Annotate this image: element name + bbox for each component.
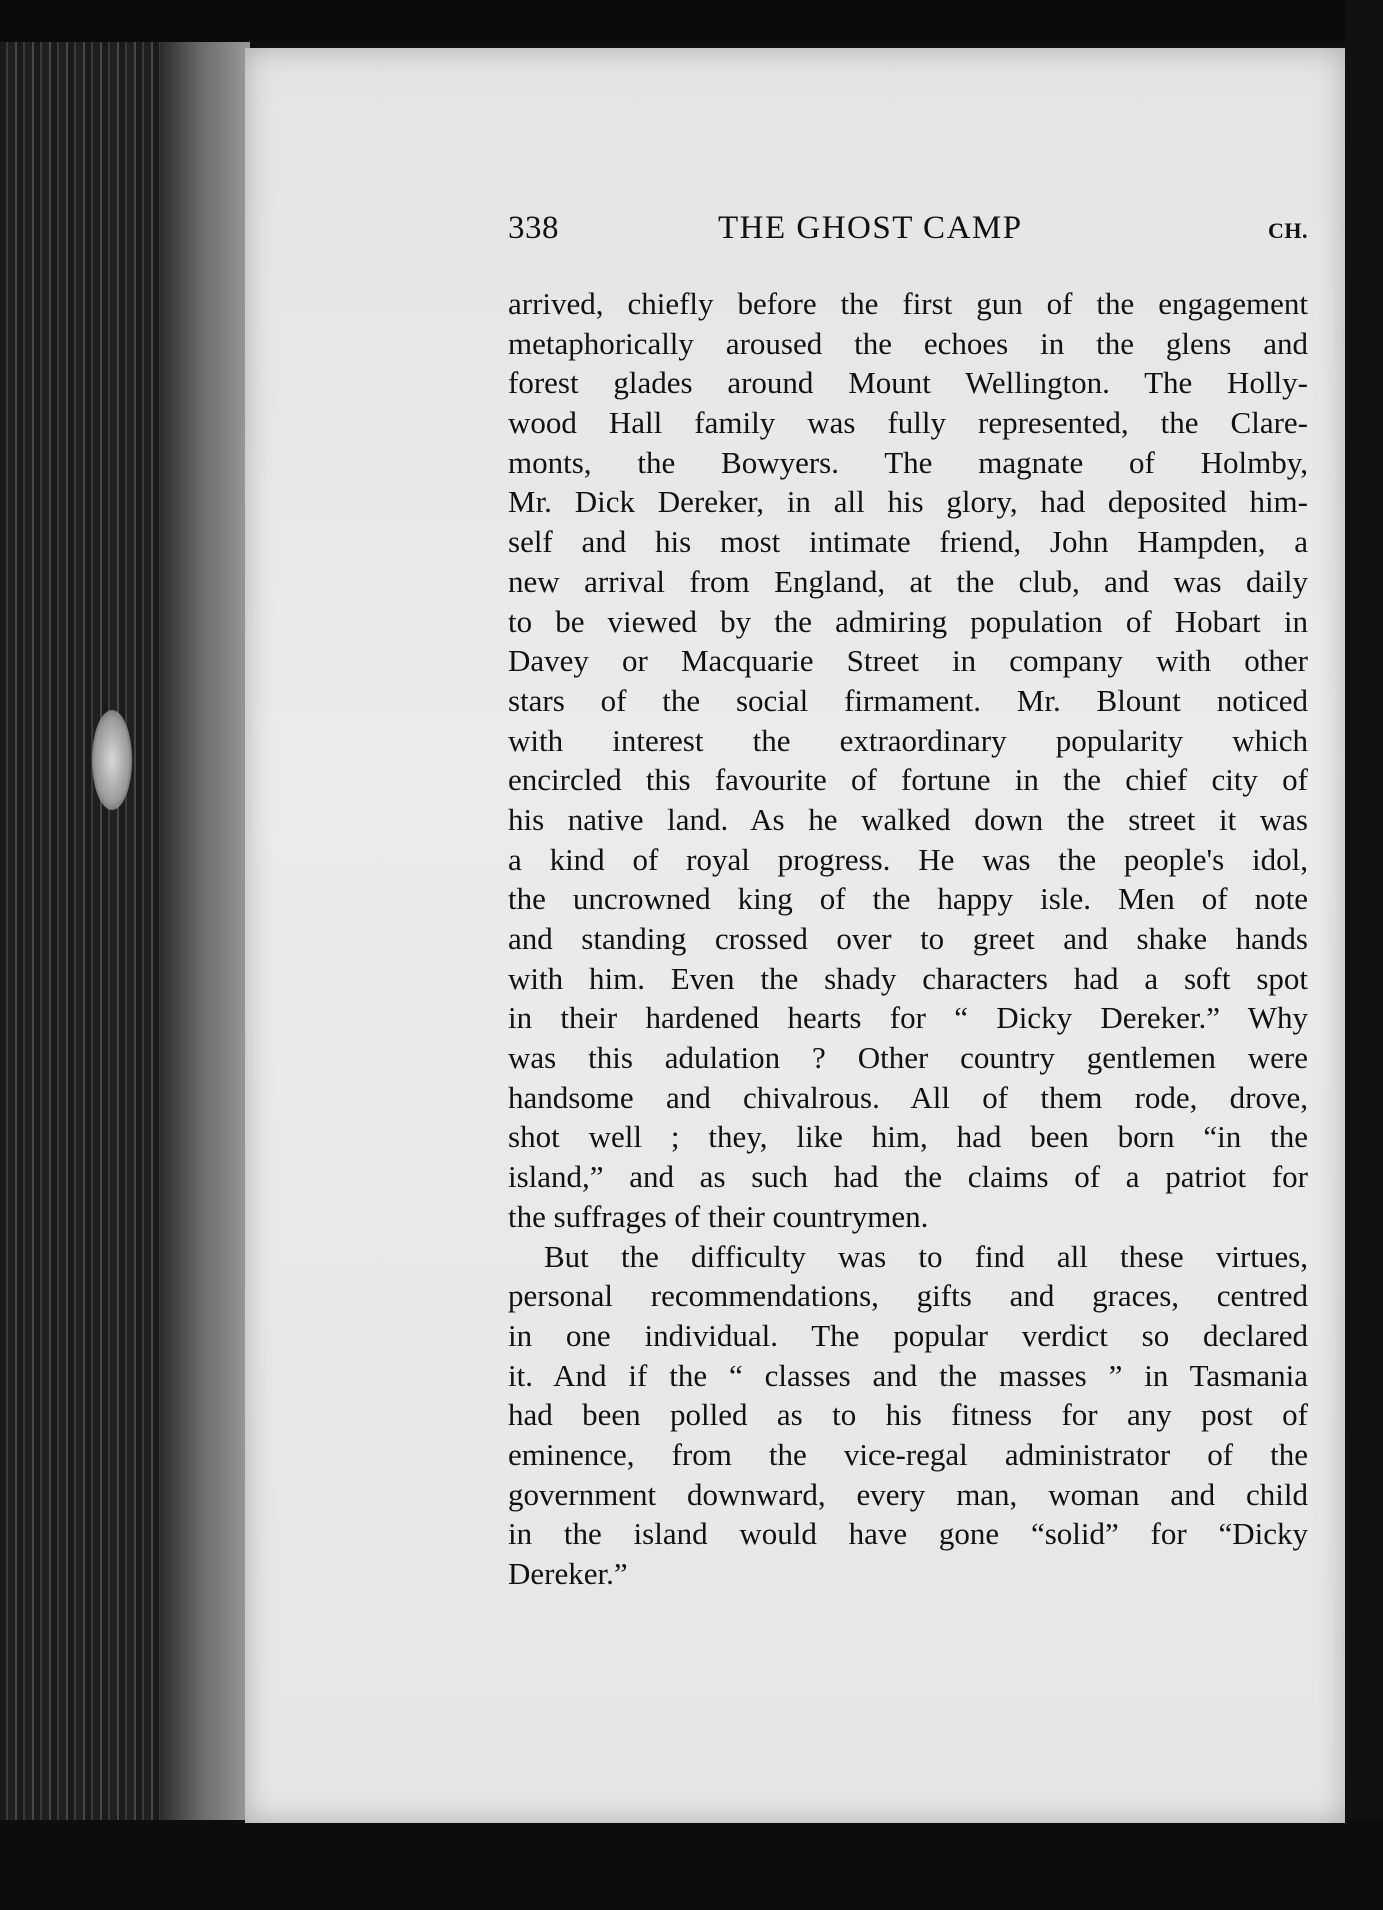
text-line: a kind of royal progress. He was the people's idol, — [508, 841, 1308, 877]
body-text — [508, 284, 1308, 1594]
edge-smudge — [92, 710, 132, 810]
text-line: the uncrowned king of the happy isle. Men of note — [508, 881, 1308, 917]
running-head — [508, 210, 1308, 262]
running-title: THE GHOST CAMP — [718, 210, 1023, 246]
text-line: in one individual. The popular verdict so declared — [508, 1317, 1308, 1353]
text-line: his native land. As he walked down the street it was — [508, 801, 1308, 837]
scan-border-right — [1345, 0, 1383, 1910]
text-line: Mr. Dick Dereker, in all his glory, had deposited him- — [508, 484, 1308, 520]
book-edge-stack — [0, 0, 250, 1910]
text-line: arrived, chiefly before the first gun of the engagement — [508, 286, 1308, 321]
text-line: handsome and chivalrous. All of them rode, drove, — [508, 1079, 1308, 1115]
chapter-abbrev: CH. — [1268, 218, 1308, 243]
text-line: forest glades around Mount Wellington. The Holly- — [508, 365, 1308, 401]
page-number: 338 — [508, 210, 559, 246]
text-line: in the island would have gone “solid” for “Dicky — [508, 1516, 1308, 1552]
text-line: new arrival from England, at the club, and was daily — [508, 563, 1308, 599]
text-line: wood Hall family was fully represented, the Clare- — [508, 405, 1308, 441]
text-line: the suffrages of their countrymen. — [508, 1198, 929, 1234]
text-line: encircled this favourite of fortune in the chief city of — [508, 762, 1308, 798]
text-line: Davey or Macquarie Street in company with other — [508, 643, 1308, 679]
text-line: But the difficulty was to find all these virtues, — [544, 1238, 1308, 1274]
text-line: it. And if the “ classes and the masses ” in Tasmania — [508, 1357, 1308, 1393]
text-line: in their hardened hearts for “ Dicky Dereker.” Why — [508, 1000, 1308, 1036]
text-line: government downward, every man, woman and child — [508, 1476, 1308, 1512]
text-line: stars of the social firmament. Mr. Blount noticed — [508, 682, 1308, 718]
text-line: Dereker.” — [508, 1556, 628, 1591]
paragraph-1 — [508, 284, 1308, 1237]
text-line: monts, the Bowyers. The magnate of Holmby, — [508, 444, 1308, 480]
text-line: shot well ; they, like him, had been born “in the — [508, 1119, 1308, 1155]
text-line: self and his most intimate friend, John Hampden, a — [508, 524, 1308, 560]
text-line: was this adulation ? Other country gentlemen were — [508, 1040, 1308, 1076]
text-line: island,” and as such had the claims of a patriot for — [508, 1159, 1308, 1195]
text-line: and standing crossed over to greet and shake hands — [508, 921, 1308, 956]
text-line: eminence, from the vice-regal administrator of the — [508, 1436, 1308, 1472]
scan-border-top — [0, 0, 1383, 42]
text-line: metaphorically aroused the echoes in the glens and — [508, 325, 1308, 361]
text-line: personal recommendations, gifts and graces, centred — [508, 1278, 1308, 1314]
text-line: had been polled as to his fitness for any post of — [508, 1397, 1308, 1433]
text-line: with interest the extraordinary popularity which — [508, 722, 1308, 758]
paragraph-2 — [508, 1237, 1308, 1594]
scan-border-bottom — [0, 1820, 1383, 1910]
text-line: with him. Even the shady characters had a soft spot — [508, 960, 1308, 996]
text-line: to be viewed by the admiring population of Hobart in — [508, 603, 1308, 639]
